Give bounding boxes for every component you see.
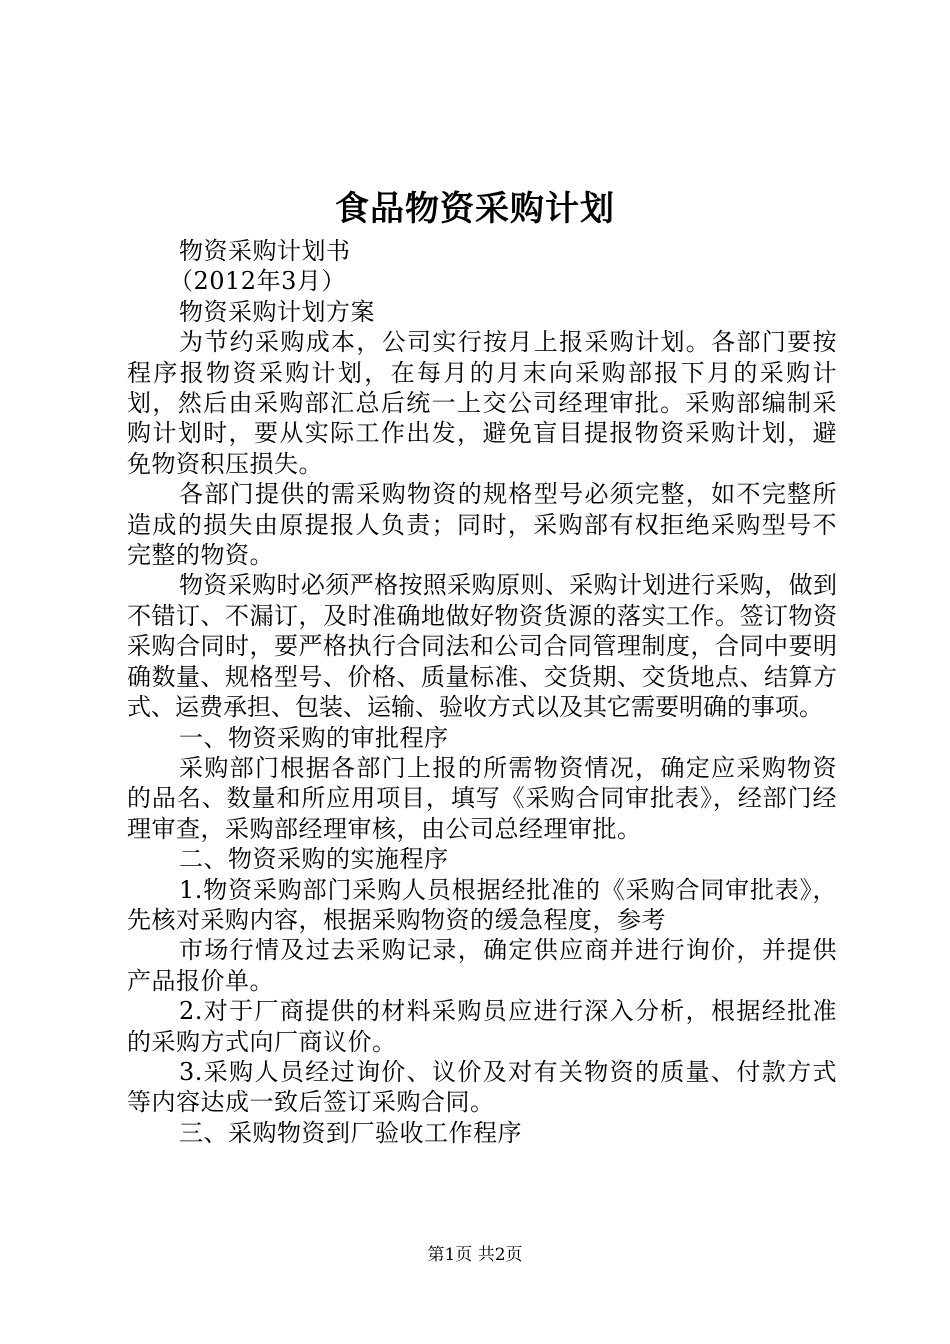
paragraph-body: 采购部门根据各部门上报的所需物资情况，确定应采购物资的品名、数量和所应用项目，填写《采购合同审批表》，经部门经理审查，采购部经理审核，由公司总经理审批。 [127, 753, 837, 843]
paragraph-body: 市场行情及过去采购记录，确定供应商并进行询价，并提供产品报价单。 [127, 936, 837, 995]
paragraph-subtitle: 物资采购计划书 [179, 237, 351, 265]
section-heading: 三、采购物资到厂验收工作程序 [179, 1118, 522, 1147]
paragraph-body: 2.对于厂商提供的材料采购员应进行深入分析，根据经批准的采购方式向厂商议价。 [127, 997, 837, 1056]
section-heading: 一、物资采购的审批程序 [179, 723, 449, 752]
section-heading: 二、物资采购的实施程序 [179, 845, 449, 874]
paragraph-body: 3.采购人员经过询价、议价及对有关物资的质量、付款方式等内容达成一致后签订采购合同。 [127, 1057, 837, 1117]
document-title: 食品物资采购计划 [335, 189, 615, 229]
page-footer: 第1页 共2页 [427, 1245, 523, 1265]
document-body [127, 236, 837, 1148]
paragraph-body: 各部门提供的需采购物资的规格型号必须完整，如不完整所造成的损失由原提报人负责；同时，采购部有权拒绝采购型号不完整的物资。 [127, 480, 837, 570]
paragraph-body: 为节约采购成本，公司实行按月上报采购计划。各部门要按程序报物资采购计划，在每月的月末向采购部报下月的采购计划，然后由采购部汇总后统一上交公司经理审批。采购部编制采购计划时，要从实际工作出发，避免盲目提报物资采购计划，避免物资积压损失。 [127, 328, 837, 478]
paragraph-plan-heading: 物资采购计划方案 [179, 297, 375, 326]
paragraph-body: 物资采购时必须严格按照采购原则、采购计划进行采购，做到不错订、不漏订，及时准确地做好物资货源的落实工作。签订物资采购合同时，要严格执行合同法和公司合同管理制度，合同中要明确数量、规格型号、价格、质量标准、交货期、交货地点、结算方式、运费承担、包装、运输、验收方式以及其它需要明确的事项。 [127, 571, 837, 722]
paragraph-date: （2012年3月） [169, 267, 346, 296]
paragraph-body: 1.物资采购部门采购人员根据经批准的《采购合同审批表》，先核对采购内容，根据采购物资的缓急程度，参考 [127, 875, 837, 934]
